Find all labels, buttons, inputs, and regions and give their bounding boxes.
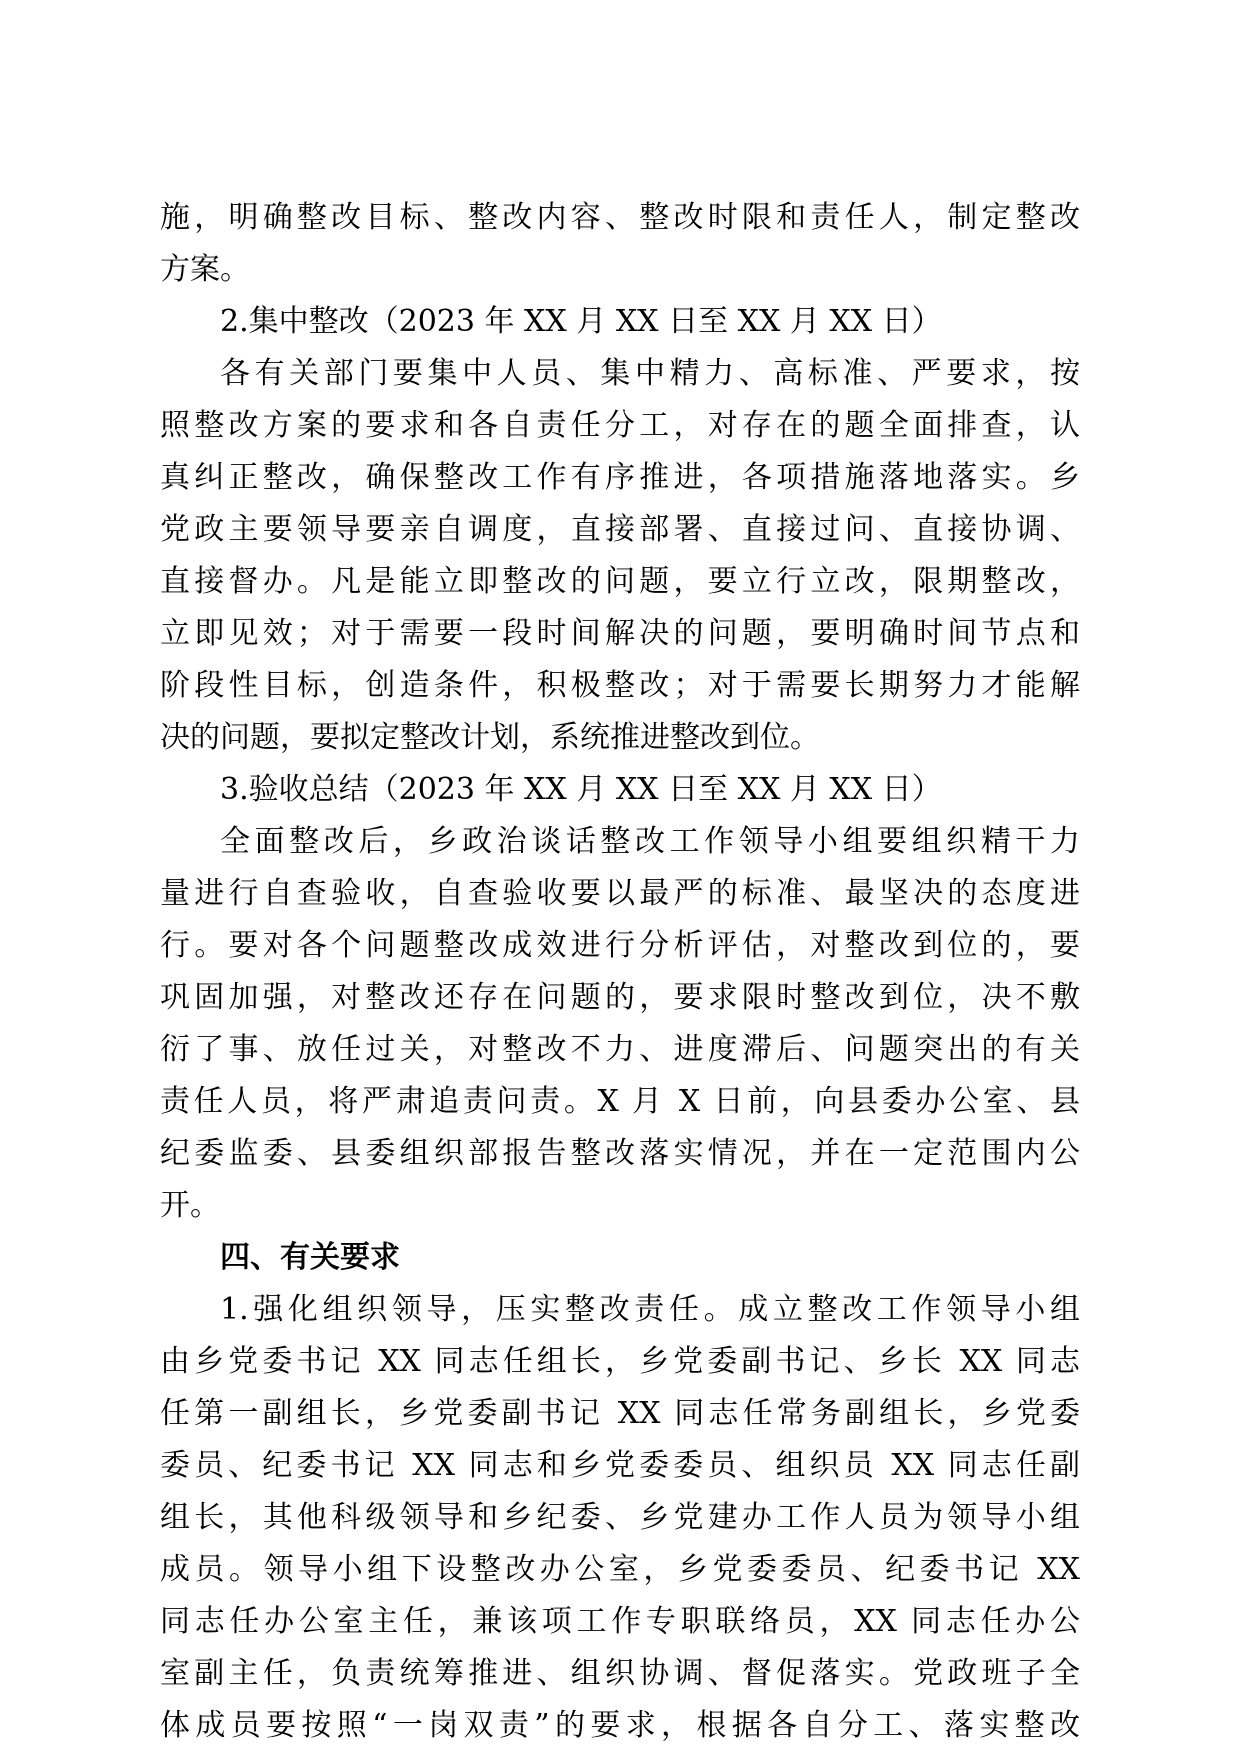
subheading-acceptance-summary: 3.验收总结（2023 年 XX 月 XX 日至 XX 月 XX 日） [220,772,942,807]
paragraph [160,348,1080,764]
paragraph-line: 党政主要领导要亲自调度，直接部署、直接过问、直接协调、 [160,512,1080,547]
paragraph [160,1284,1080,1752]
paragraph-line: 立即见效；对于需要一段时间解决的问题，要明确时间节点和 [160,616,1080,651]
paragraph-line: 阶段性目标，创造条件，积极整改；对于需要长期努力才能解 [160,668,1080,703]
paragraph-line: 开。 [160,1188,220,1223]
paragraph-line: 直接督办。凡是能立即整改的问题，要立行立改，限期整改， [160,564,1080,599]
document-page [160,192,1080,1752]
paragraph-line: 决的问题，要拟定整改计划，系统推进整改到位。 [160,720,820,755]
paragraph-line: 体成员要按照“一岗双责”的要求，根据各自分工、落实整改 [160,1708,1080,1743]
subheading-centralized-rectification: 2.集中整改（2023 年 XX 月 XX 日至 XX 月 XX 日） [220,304,942,339]
paragraph-line: 量进行自查验收，自查验收要以最严的标准、最坚决的态度进 [160,876,1080,911]
paragraph-line: 任第一副组长，乡党委副书记 XX 同志任常务副组长，乡党委 [160,1396,1080,1431]
paragraph-line: 方案。 [160,252,250,287]
paragraph-line: 委员、纪委书记 XX 同志和乡党委委员、组织员 XX 同志任副 [160,1448,1080,1483]
paragraph-line: 照整改方案的要求和各自责任分工，对存在的题全面排查，认 [160,408,1080,443]
paragraph-line: 施，明确整改目标、整改内容、整改时限和责任人，制定整改 [160,200,1080,235]
paragraph-line: 真纠正整改，确保整改工作有序推进，各项措施落地落实。乡 [160,460,1080,495]
paragraph-line: 成员。领导小组下设整改办公室，乡党委委员、纪委书记 XX [160,1552,1080,1587]
paragraph-line: 巩固加强，对整改还存在问题的，要求限时整改到位，决不敷 [160,980,1080,1015]
paragraph-line: 同志任办公室主任，兼该项工作专职联络员，XX 同志任办公 [160,1604,1080,1639]
paragraph-line: 纪委监委、县委组织部报告整改落实情况，并在一定范围内公 [160,1136,1080,1171]
paragraph-line: 各有关部门要集中人员、集中精力、高标准、严要求，按 [220,356,1080,391]
paragraph-line: 室副主任，负责统筹推进、组织协调、督促落实。党政班子全 [160,1656,1080,1691]
paragraph [160,192,1080,296]
section-heading-requirements: 四、有关要求 [220,1240,400,1275]
paragraph-line: 衍了事、放任过关，对整改不力、进度滞后、问题突出的有关 [160,1032,1080,1067]
paragraph-line: 全面整改后，乡政治谈话整改工作领导小组要组织精干力 [220,824,1080,859]
paragraph-line: 行。要对各个问题整改成效进行分析评估，对整改到位的，要 [160,928,1080,963]
paragraph-line: 1.强化组织领导，压实整改责任。成立整改工作领导小组 [220,1292,1080,1327]
paragraph [160,816,1080,1232]
paragraph-line: 责任人员，将严肃追责问责。X 月 X 日前，向县委办公室、县 [160,1084,1080,1119]
paragraph-line: 由乡党委书记 XX 同志任组长，乡党委副书记、乡长 XX 同志 [160,1344,1080,1379]
paragraph-line: 组长，其他科级领导和乡纪委、乡党建办工作人员为领导小组 [160,1500,1080,1535]
